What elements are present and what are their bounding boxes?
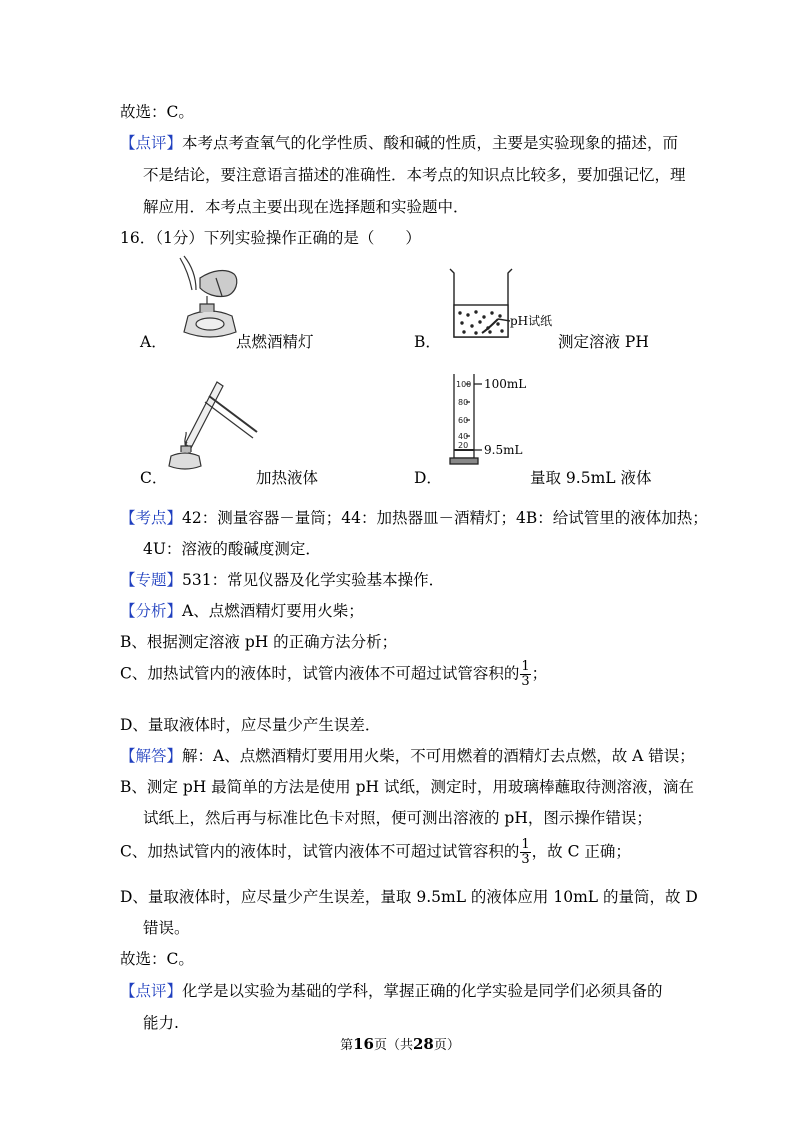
jieda-line-c: C、加热试管内的液体时，试管内液体不可超过试管容积的 $\frac{1}{3}$ ，故 C 正确； xyxy=(120,837,631,867)
zhuanti-tag: 【专题】 xyxy=(120,571,183,589)
fraction-one-third: $\frac{1}{3}$ xyxy=(521,837,530,867)
zhuanti-line xyxy=(120,568,444,590)
fenxi-tag: 【分析】 xyxy=(120,602,183,620)
cylinder-label-bottom: 9.5mL xyxy=(484,443,523,457)
cylinder-tick-80: 80 xyxy=(458,398,469,407)
kaodian-line-1 xyxy=(120,506,708,528)
jieda-line-a xyxy=(120,744,695,766)
option-a-letter: A． xyxy=(140,333,167,351)
fenxi-text-a: A、点燃酒精灯要用火柴； xyxy=(182,602,364,620)
cylinder-label-top: 100mL xyxy=(484,377,527,391)
fenxi-line-c: C、加热试管内的液体时，试管内液体不可超过试管容积的 $\frac{1}{3}$ ； xyxy=(120,659,548,689)
cylinder-tick-100: 100 xyxy=(456,380,472,389)
kaodian-line-2: 4U：溶液的酸碱度测定． xyxy=(143,540,321,558)
jieda-text-a: 解：A、点燃酒精灯要用用火柴，不可用燃着的酒精灯去点燃，故 A 错误； xyxy=(182,747,695,765)
graduated-cylinder-figure xyxy=(446,370,556,470)
jieda-line-d1: D、量取液体时，应尽量少产生误差，量取 9.5mL 的液体应用 10mL 的量筒，故 D xyxy=(120,888,698,906)
option-c-letter: C． xyxy=(140,469,168,487)
review-line-1 xyxy=(120,131,678,153)
page-number: 16 xyxy=(353,1035,374,1053)
fenxi-text-c: C、加热试管内的液体时，试管内液体不可超过试管容积的 xyxy=(120,664,520,683)
fenxi-line-d: D、量取液体时，应尽量少产生误差． xyxy=(120,716,381,734)
review-text-1: 本考点考查氧气的化学性质、酸和碱的性质，主要是实验现象的描述，而 xyxy=(182,134,679,152)
option-d-letter: D． xyxy=(414,469,442,487)
review2-line-2: 能力. xyxy=(143,1014,179,1032)
beaker-ph-paper-figure xyxy=(442,265,562,345)
answer-line: 故选：C。 xyxy=(120,103,194,121)
review2-tag: 【点评】 xyxy=(120,982,183,1000)
jieda-line-b2: 试纸上，然后再与标准比色卡对照，便可测出溶液的 pH，图示操作错误； xyxy=(143,809,652,827)
heating-test-tube-figure xyxy=(165,372,265,472)
ph-paper-label: pH试纸 xyxy=(510,314,553,328)
jieda-tag: 【解答】 xyxy=(120,747,183,765)
option-b-letter: B． xyxy=(414,333,441,351)
option-b-caption: 测定溶液 PH xyxy=(558,333,649,351)
jieda-text-c: C、加热试管内的液体时，试管内液体不可超过试管容积的 xyxy=(120,842,520,861)
option-c-caption: 加热液体 xyxy=(256,469,319,487)
question-stem: 16．（1分）下列实验操作正确的是（ ） xyxy=(120,229,421,247)
option-d-caption: 量取 9.5mL 液体 xyxy=(530,469,652,487)
page-total: 28 xyxy=(413,1035,434,1053)
fraction-one-third: $\frac{1}{3}$ xyxy=(521,659,530,689)
cylinder-tick-40: 40 xyxy=(458,432,469,441)
answer-line-2: 故选：C。 xyxy=(120,950,194,968)
kaodian-tag: 【考点】 xyxy=(120,509,183,527)
jieda-line-b1: B、测定 pH 最简单的方法是使用 pH 试纸，测定时，用玻璃棒蘸取待测溶液，滴在 xyxy=(120,778,694,796)
option-a-caption: 点燃酒精灯 xyxy=(236,333,314,351)
fenxi-line-a xyxy=(120,599,364,621)
page-footer: 第16页（共28页） xyxy=(340,1035,460,1053)
fenxi-line-b: B、根据测定溶液 pH 的正确方法分析； xyxy=(120,633,398,651)
cylinder-tick-60: 60 xyxy=(458,416,469,425)
review-tag: 【点评】 xyxy=(120,134,183,152)
kaodian-text-1: 42：测量容器－量筒；44：加热器皿－酒精灯；4B：给试管里的液体加热； xyxy=(182,509,708,527)
jieda-line-d2: 错误。 xyxy=(143,919,190,937)
review-line-2: 不是结论，要注意语言描述的准确性．本考点的知识点比较多，要加强记忆，理 xyxy=(143,166,686,184)
zhuanti-text: 531：常见仪器及化学实验基本操作． xyxy=(182,571,445,589)
review2-text-1: 化学是以实验为基础的学科，掌握正确的化学实验是同学们必须具备的 xyxy=(182,982,663,1000)
cylinder-tick-20: 20 xyxy=(458,441,469,450)
review-line-3: 解应用．本考点主要出现在选择题和实验题中． xyxy=(143,198,469,216)
review2-line-1 xyxy=(120,979,663,1001)
